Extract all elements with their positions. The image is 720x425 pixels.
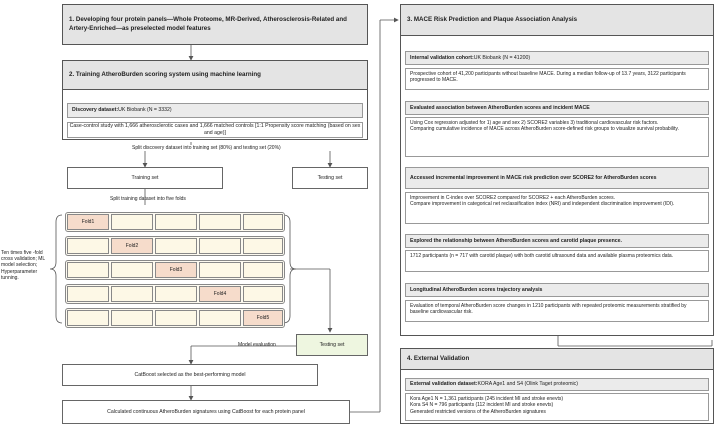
fold-grid bbox=[65, 212, 285, 326]
external-validation-title bbox=[405, 378, 709, 391]
cv-bracket-left bbox=[50, 215, 62, 323]
catboost-box bbox=[62, 364, 318, 386]
fold-cell bbox=[199, 262, 241, 278]
model-evaluation-label: Model evaluation bbox=[238, 342, 276, 348]
section4-title: Longitudinal AtheroBurden scores trajectory analysis bbox=[410, 286, 543, 293]
mace-association-text: Using Cox regression adjusted for 1) age and sex 2) SCORE2 variables 3) traditional cardiovascular risk factors. Comparing cumulative incidence of MACE across AtheroBurden score-defined risk groups to visualize survival probability. bbox=[405, 117, 709, 157]
fold-cell bbox=[111, 310, 153, 326]
fold-cell bbox=[111, 286, 153, 302]
fold-cell bbox=[199, 238, 241, 254]
carotid-plaque-text: 1712 participants (n = 717 with carotid plaque) with both carotid ultrasound data and available plasma proteomics data. bbox=[405, 250, 709, 272]
step4-header bbox=[400, 348, 714, 370]
fold-cell bbox=[67, 310, 109, 326]
training-set-box bbox=[67, 167, 223, 189]
fold-cell bbox=[155, 214, 197, 230]
fold-cell bbox=[243, 238, 283, 254]
catboost-label: CatBoost selected as the best-performing model bbox=[134, 371, 246, 378]
section1-title: Evaluated association between AtheroBurden scores and incident MACE bbox=[410, 104, 590, 111]
discovery-text: Case-control study with 1,666 atherosclerotic cases and 1,666 matched controls [1:1 Propensity score matching (based on sex and age)] bbox=[69, 123, 361, 136]
trajectory-text: Evaluation of temporal AtheroBurden score changes in 1210 participants with repeated proteomic measurements stratified by baseline cardiovascular risk. bbox=[405, 300, 709, 322]
external-title: External validation dataset: bbox=[410, 381, 478, 388]
mace-association-title bbox=[405, 101, 709, 115]
incremental-improvement-text: Improvement in C-index over SCORE2 compared for SCORE2 + each AtheroBurden scores. Compare improvement in categorical net reclassification index (NRI) and independent discrimination improvement (IDI). bbox=[405, 192, 709, 224]
internal-validation-text: Prospective cohort of 41,200 participants without baseline MACE. During a median follow-up of 13.7 years, 3122 participants progressed to MACE. bbox=[405, 68, 709, 90]
fold-split-label: Split training dataset into five folds bbox=[110, 196, 186, 202]
testing-set-eval-label: Testing set bbox=[319, 341, 345, 348]
split-label: Split discovery dataset into training set (80%) and testing set (20%) bbox=[130, 145, 370, 151]
cv-label: Ten times five -fold cross validation; ML model selection; Hyperparameter tunning. bbox=[1, 250, 45, 281]
carotid-plaque-title bbox=[405, 234, 709, 248]
fold3-cell: Fold3 bbox=[155, 262, 197, 278]
fold-cell bbox=[111, 262, 153, 278]
discovery-value: UK Biobank (N = 3332) bbox=[118, 107, 172, 114]
fold-cell bbox=[67, 262, 109, 278]
fold1-cell: Fold1 bbox=[67, 214, 109, 230]
fold-cell bbox=[155, 310, 197, 326]
discovery-title: Discovery dataset: bbox=[72, 107, 119, 114]
fold-cell bbox=[155, 238, 197, 254]
fold-cell bbox=[243, 262, 283, 278]
fold-cell bbox=[67, 286, 109, 302]
fold-cell bbox=[111, 214, 153, 230]
fold4-cell: Fold4 bbox=[199, 286, 241, 302]
signatures-label: Calculated continuous AtheroBurden signatures using CatBoost for each protein panel bbox=[107, 408, 305, 415]
step1-header bbox=[62, 4, 368, 45]
section0-title-plain: UK Biobank (N = 41200) bbox=[473, 54, 531, 61]
fold5-cell: Fold5 bbox=[243, 310, 283, 326]
fold-cell bbox=[67, 238, 109, 254]
testing-set-label: Testing set bbox=[317, 174, 343, 181]
discovery-description bbox=[67, 122, 363, 138]
fold-cell bbox=[199, 214, 241, 230]
section0-title: Internal validation cohort: bbox=[410, 54, 474, 61]
internal-validation-title bbox=[405, 51, 709, 65]
fold-cell bbox=[243, 286, 283, 302]
step2-title: 2. Training AtheroBurden scoring system using machine learning bbox=[69, 70, 261, 78]
step2-header bbox=[62, 60, 368, 90]
signatures-box bbox=[62, 400, 350, 424]
section2-title: Accessed incremental improvement in MACE risk prediction over SCORE2 for AtheroBurden scores bbox=[410, 174, 657, 181]
external-validation-text: Kora Age1 N = 1,361 participants (245 incident MI and stroke enevts) Kora S4 N = 796 participants (112 incident MI and stroke enevts) Generated restricted versions of the AtheroBurden signatures bbox=[405, 393, 709, 421]
step3-title: 3. MACE Risk Prediction and Plaque Association Analysis bbox=[407, 15, 578, 23]
step4-title: 4. External Validation bbox=[407, 354, 470, 362]
testing-set-eval-box bbox=[296, 334, 368, 356]
step1-title: 1. Developing four protein panels—Whole Proteome, MR-Derived, Atherosclerosis-Related and Artery-Enriched—as preselected model features bbox=[69, 16, 347, 32]
external-title-plain: KORA Age1 and S4 (Olink Taget proteomic) bbox=[477, 381, 579, 388]
training-set-label: Training set bbox=[131, 174, 159, 181]
fold-cell bbox=[155, 286, 197, 302]
fold-cell bbox=[243, 214, 283, 230]
fold-cell bbox=[199, 310, 241, 326]
discovery-dataset-label bbox=[67, 103, 363, 118]
fold2-cell: Fold2 bbox=[111, 238, 153, 254]
step3-header bbox=[400, 4, 714, 36]
trajectory-title bbox=[405, 283, 709, 297]
testing-set-box bbox=[292, 167, 368, 189]
incremental-improvement-title bbox=[405, 167, 709, 189]
section3-title: Explored the relationship between AtheroBurden scores and carotid plaque presence. bbox=[410, 237, 622, 244]
